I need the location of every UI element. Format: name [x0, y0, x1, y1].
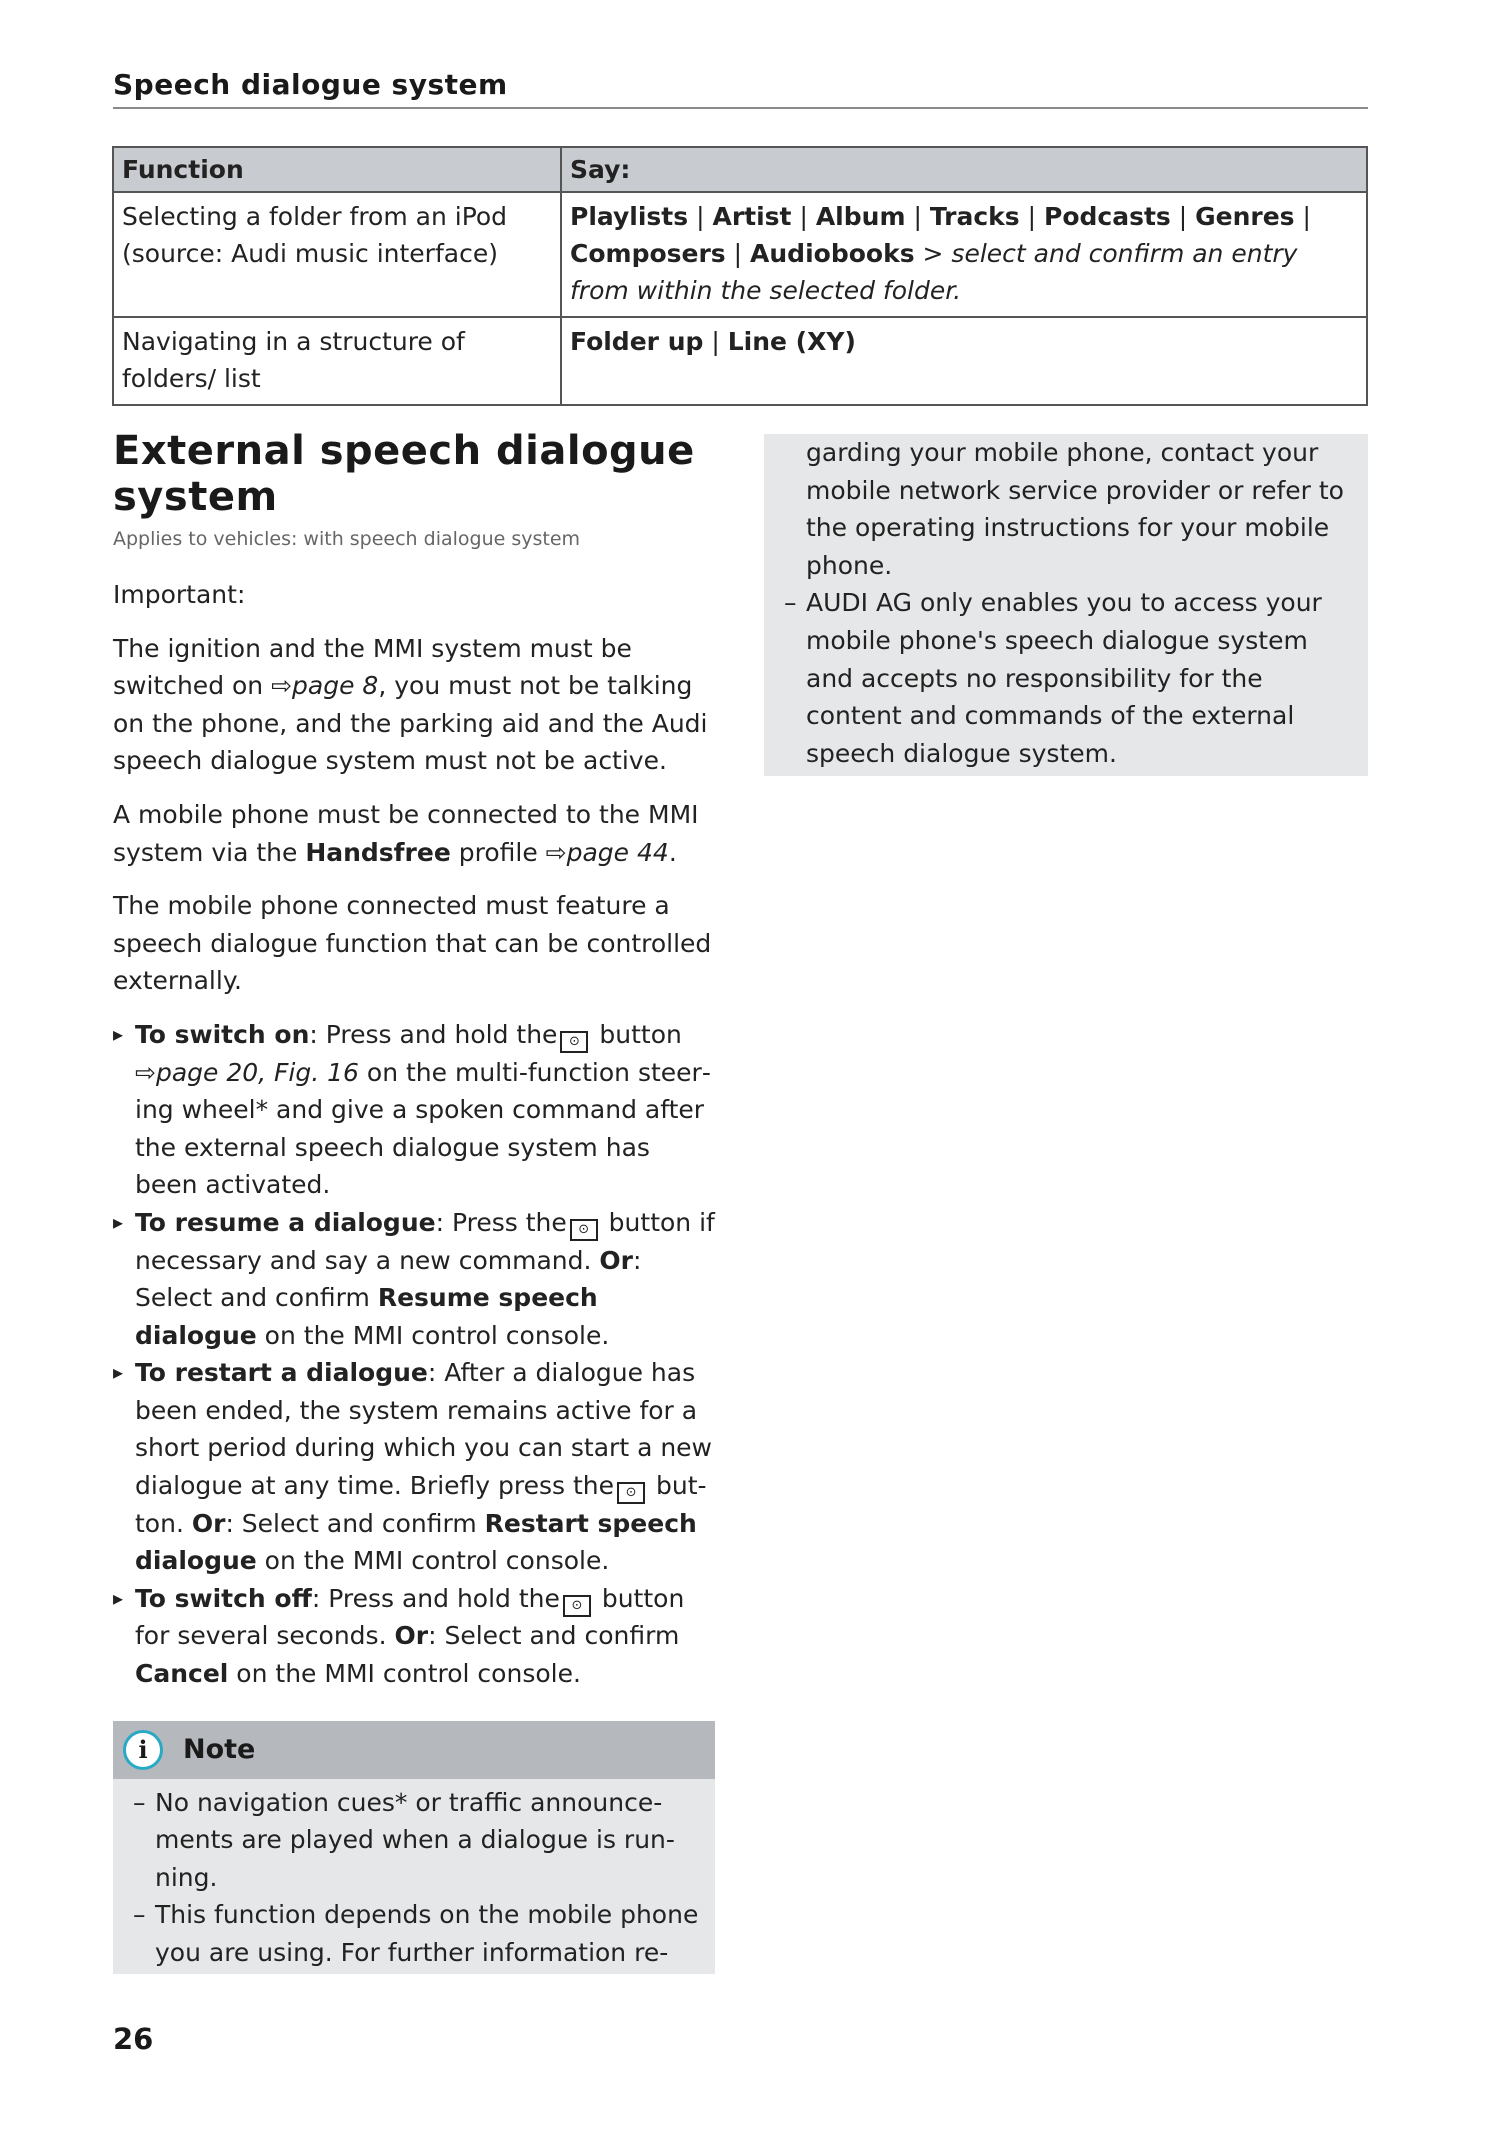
step-switch-on: [113, 1016, 717, 1204]
voice-button-icon: ⊙: [560, 1031, 588, 1053]
voice-button-icon: ⊙: [617, 1482, 645, 1504]
text: : Press and hold the: [311, 1583, 560, 1613]
instruction-steps: [113, 1016, 717, 1693]
applies-to: Applies to vehicles: with speech dialogue system: [113, 528, 581, 550]
separator: |: [688, 202, 713, 231]
info-icon: i: [123, 1730, 163, 1770]
or-label: Or: [599, 1245, 633, 1275]
command: Genres: [1195, 202, 1295, 231]
column-header-function: Function: [113, 147, 561, 192]
header-divider: [113, 107, 1368, 109]
command: Composers: [570, 239, 726, 268]
table-row: [113, 192, 1367, 317]
page-number: 26: [113, 2022, 154, 2056]
text: A mobile phone must be connected to the MMI system via the: [113, 799, 699, 867]
say-cell: [561, 192, 1367, 317]
menu-option: Cancel: [135, 1659, 229, 1689]
text: on the MMI control console.: [228, 1659, 581, 1689]
page-reference: ⇨page 20, Fig. 16: [135, 1057, 359, 1087]
text: : Press and hold the: [309, 1019, 558, 1049]
section-title: External speech dialogue system: [113, 428, 695, 520]
note-continuation: [764, 434, 1368, 776]
text: button if necessary and say a new command.: [135, 1207, 715, 1275]
step-resume-dialogue: [113, 1204, 717, 1354]
text: , you must not be talking on the phone, and the parking aid and the Audi speech dialogue system must not be active.: [113, 671, 708, 776]
text: The ignition and the MMI system must be switched on: [113, 633, 632, 701]
table-header-row: [113, 147, 1367, 192]
step-title: To switch on: [135, 1019, 310, 1049]
command: Artist: [712, 202, 792, 231]
separator: |: [905, 202, 930, 231]
menu-option: Resume speech dialogue: [135, 1283, 598, 1350]
text: : Select and confirm: [225, 1508, 485, 1538]
text: button for several seconds.: [135, 1583, 685, 1651]
command: Audiobooks: [750, 239, 915, 268]
table-row: [113, 317, 1367, 405]
note-item: – This function depends on the mobile phone you are using. For further information re-: [133, 1896, 703, 1971]
function-cell: Selecting a folder from an iPod (source: Audi music interface): [113, 192, 561, 317]
paragraph-handsfree: [113, 796, 717, 871]
separator: |: [1294, 202, 1311, 231]
note-header: [113, 1721, 715, 1779]
column-header-say: Say:: [561, 147, 1367, 192]
note-label: Note: [183, 1734, 256, 1766]
text: : Select and confirm: [428, 1621, 680, 1651]
note-list: [784, 584, 1356, 772]
paragraph-phone-feature: The mobile phone connected must feature a speech dialogue function that can be controlled externally.: [113, 891, 712, 996]
command: Line (XY): [727, 327, 856, 356]
text: : Select and confirm: [135, 1245, 642, 1313]
note-body: [113, 1779, 715, 1974]
say-cell: [561, 317, 1367, 405]
note-item-continued: garding your mobile phone, contact your mobile network service provider or refer to the operating instructions for your mobile phone.: [806, 438, 1344, 580]
text: on the MMI control console.: [256, 1546, 610, 1576]
text: : Press the: [435, 1207, 567, 1237]
separator: |: [703, 327, 728, 356]
command: Podcasts: [1044, 202, 1171, 231]
emphasis: Handsfree: [305, 837, 451, 867]
text: on the multi-function steering wheel* and give a spoken command after the external speech dialogue system has been activated.: [135, 1057, 711, 1200]
text: on the MMI control console.: [256, 1320, 610, 1350]
separator: |: [725, 239, 751, 268]
note-box: [113, 1721, 715, 1974]
note-list: [133, 1784, 703, 1972]
command: Folder up: [570, 327, 704, 356]
menu-option: Restart speech dialogue: [135, 1508, 697, 1576]
command: Tracks: [929, 202, 1020, 231]
page-reference: ⇨page 8: [271, 671, 379, 701]
text: profile: [450, 837, 546, 867]
text: .: [668, 837, 677, 867]
running-header: Speech dialogue system: [113, 68, 508, 101]
separator: |: [1019, 202, 1044, 231]
voice-button-icon: ⊙: [570, 1219, 598, 1241]
step-title: To resume a dialogue: [135, 1207, 436, 1237]
instruction: select and confirm an entry from within the selected folder.: [570, 239, 1298, 305]
step-title: To switch off: [135, 1583, 312, 1613]
left-column: [113, 428, 717, 1974]
note-item: – No navigation cues* or traffic announcements are played when a dialogue is running.: [133, 1784, 703, 1897]
or-label: Or: [394, 1621, 429, 1651]
command: Album: [815, 202, 906, 231]
text: : After a dialogue has been ended, the system remains active for a short period during which you can start a new dialogue at any time. Briefly press the: [135, 1358, 713, 1501]
function-say-table: [112, 146, 1368, 406]
note-item: – AUDI AG only enables you to access your mobile phone's speech dialogue system and accepts no responsibility for the content and commands of the external speech dialogue system.: [784, 584, 1356, 772]
separator: |: [1170, 202, 1196, 231]
arrow-separator: >: [914, 239, 952, 268]
step-restart-dialogue: [113, 1354, 717, 1580]
function-cell: Navigating in a structure of folders/ list: [113, 317, 561, 405]
text: button: [591, 1019, 682, 1049]
important-label: Important:: [113, 580, 246, 609]
paragraph-requirements: [113, 630, 717, 780]
text: button.: [135, 1471, 707, 1538]
step-title: To restart a dialogue: [135, 1358, 428, 1388]
separator: |: [791, 202, 816, 231]
or-label: Or: [191, 1508, 226, 1538]
step-switch-off: [113, 1580, 717, 1693]
page-reference: ⇨page 44: [545, 837, 669, 867]
command: Playlists: [570, 202, 689, 231]
voice-button-icon: ⊙: [563, 1595, 591, 1617]
